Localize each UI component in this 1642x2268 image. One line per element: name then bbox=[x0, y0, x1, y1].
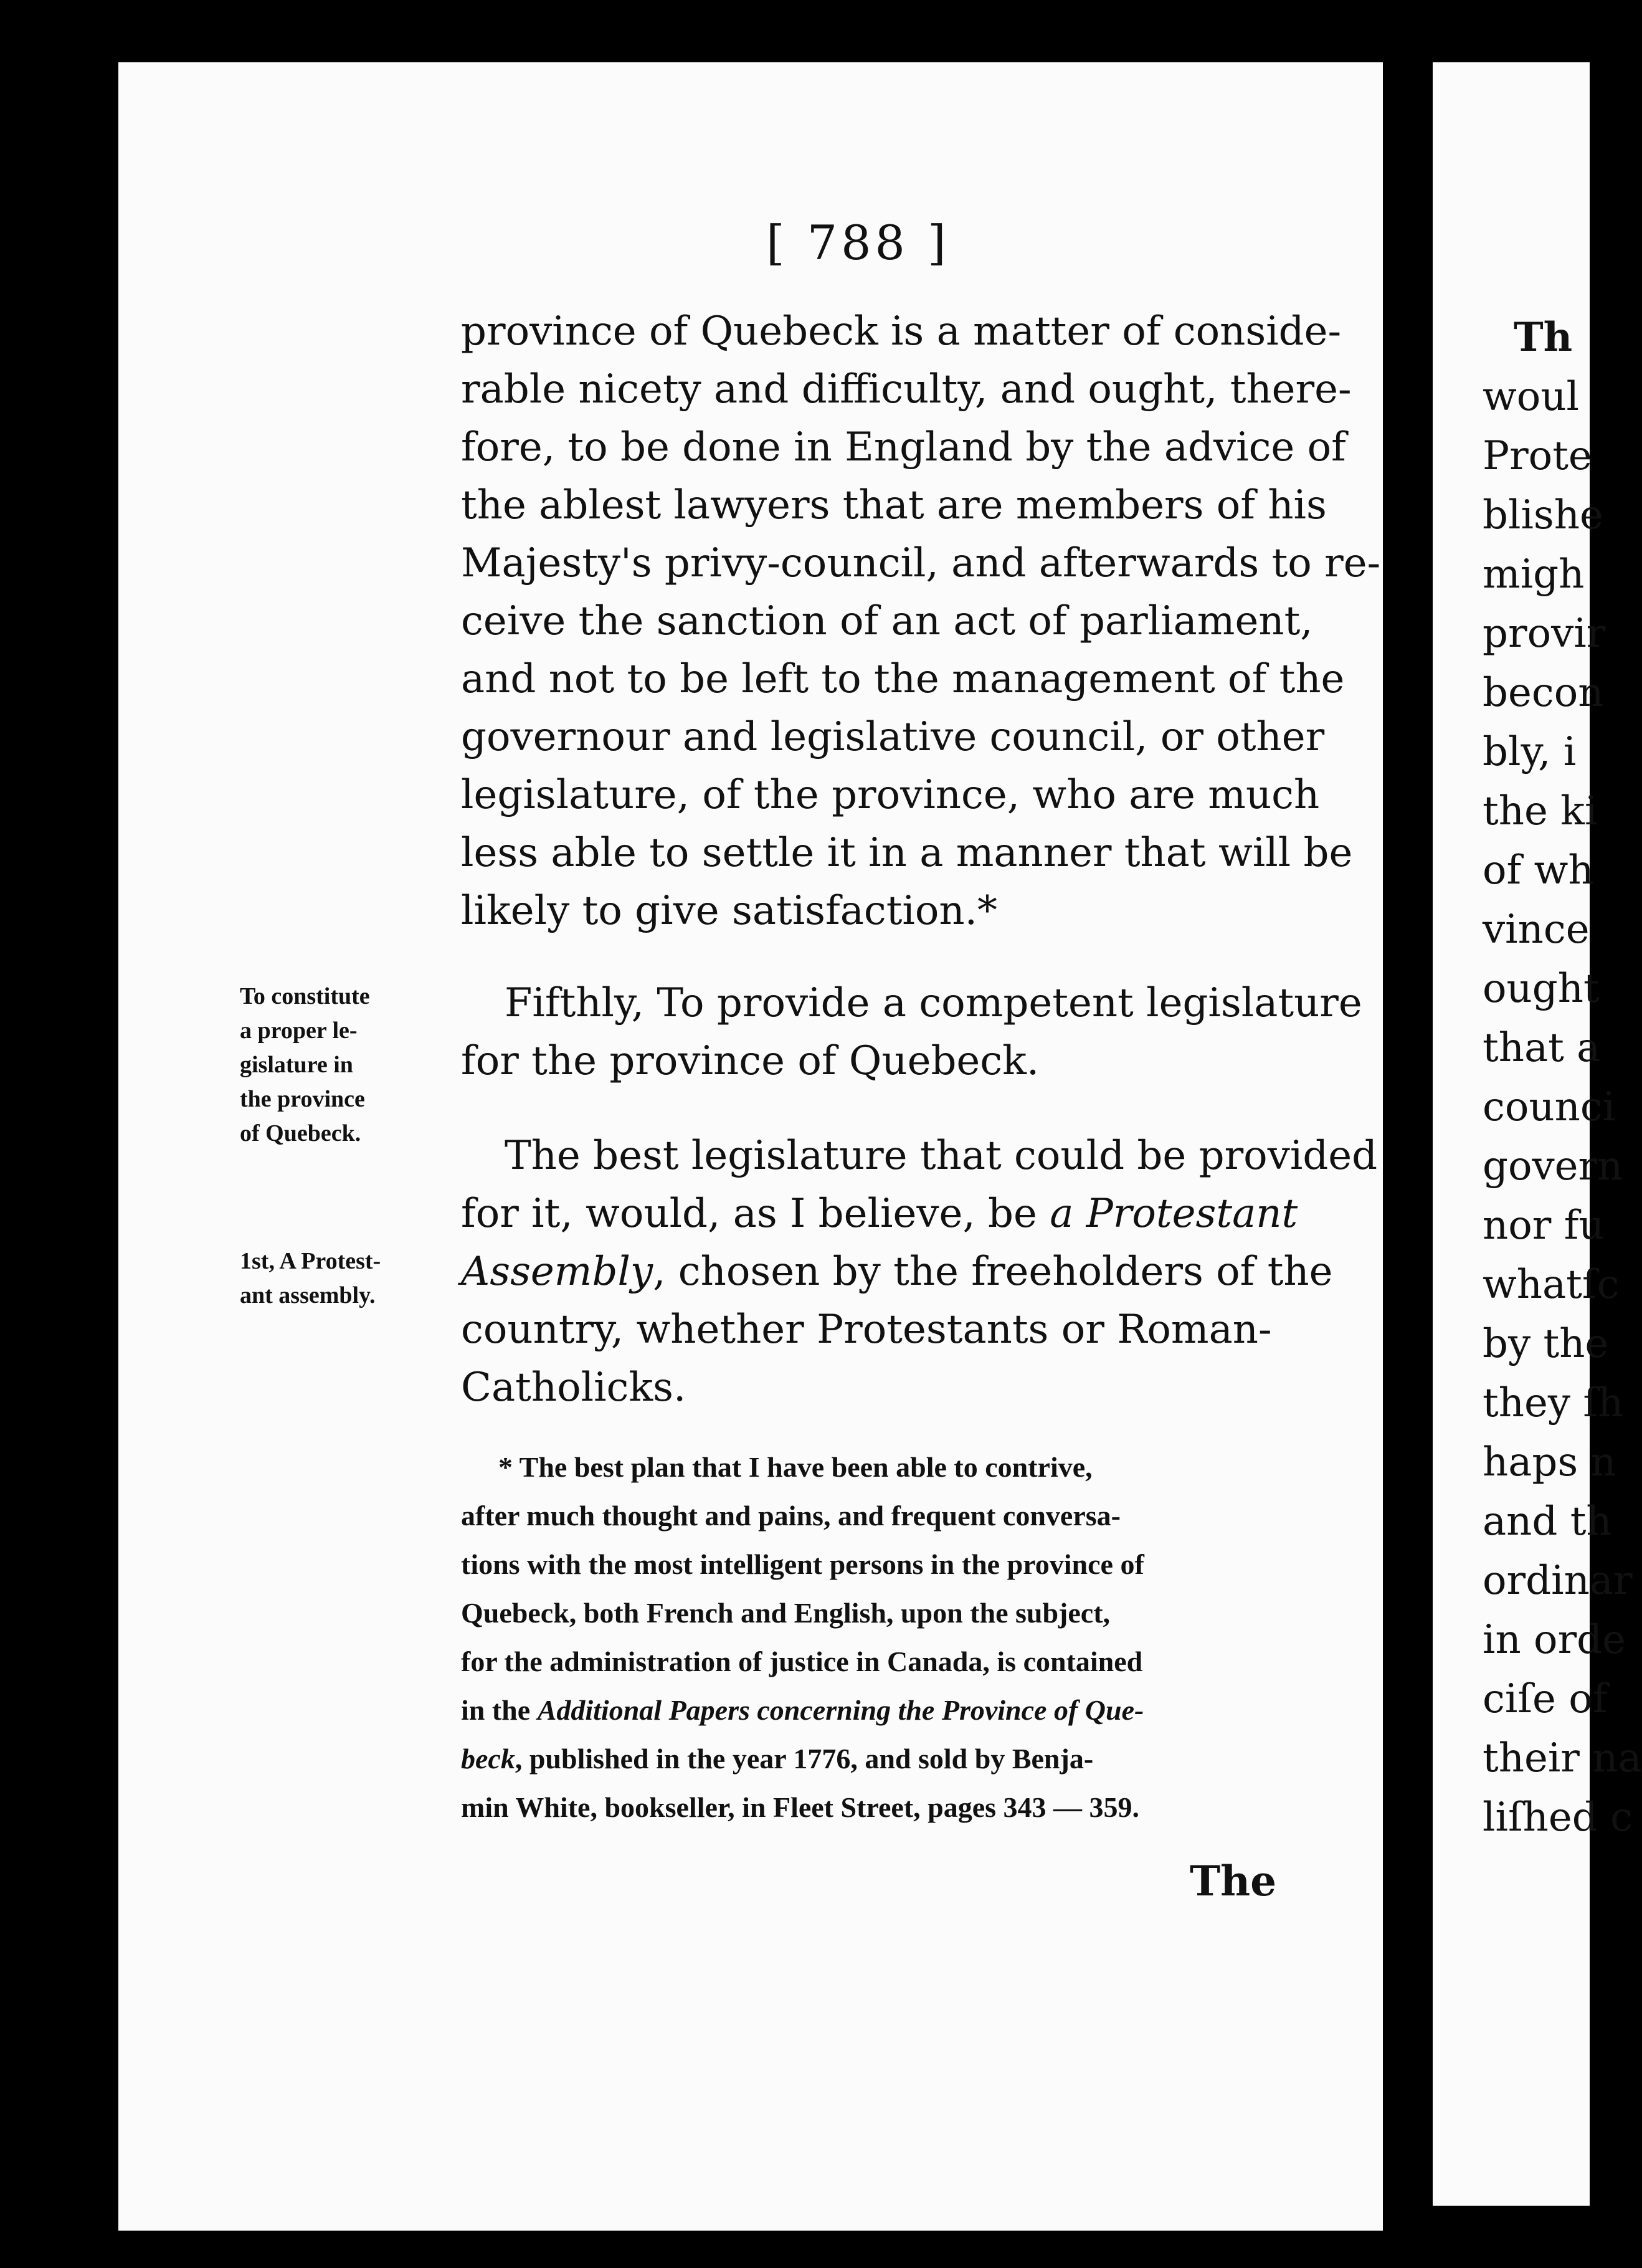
footnote-line: Quebeck, both French and English, upon the subject, bbox=[461, 1597, 1111, 1629]
body-text-line: province of Quebeck is a matter of conside- bbox=[461, 308, 1342, 355]
body-text-line: governour and legislative council, or other bbox=[461, 714, 1325, 760]
paragraph-text: , chosen by the freeholders of the bbox=[653, 1249, 1333, 1295]
fragment-line: liſhed c bbox=[1483, 1794, 1633, 1841]
italic-title: Additional Papers concerning the Province of Que- bbox=[537, 1694, 1144, 1726]
fragment-line: vince bbox=[1483, 907, 1590, 953]
fragment-line: Th bbox=[1514, 314, 1573, 361]
footnote-text: in the bbox=[461, 1694, 538, 1726]
margin-note-line: 1st, A Protest- bbox=[240, 1248, 381, 1274]
fragment-line: ordinar bbox=[1483, 1558, 1633, 1604]
body-text-line: less able to settle it in a manner that will be bbox=[461, 830, 1353, 876]
fragment-line: haps n bbox=[1483, 1439, 1616, 1485]
fragment-line: whatſc bbox=[1483, 1262, 1620, 1308]
section-heading-line: Fifthly, To provide a competent legislature bbox=[505, 980, 1362, 1026]
fragment-line: migh bbox=[1483, 551, 1585, 598]
paragraph-line: The best legislature that could be provided bbox=[505, 1133, 1378, 1179]
fragment-line: the ki bbox=[1483, 788, 1598, 834]
fragment-line: becon bbox=[1483, 670, 1604, 716]
catchword: The bbox=[1190, 1857, 1277, 1905]
italic-phrase: a Protestant bbox=[1050, 1191, 1298, 1237]
fragment-line: provir bbox=[1483, 611, 1606, 657]
fragment-line: of wh bbox=[1483, 847, 1594, 893]
footnote-line: for the administration of justice in Canada, is contained bbox=[461, 1646, 1143, 1677]
fragment-line: Prote bbox=[1483, 433, 1592, 479]
fragment-line: and th bbox=[1483, 1498, 1612, 1545]
section-heading-line: for the province of Quebeck. bbox=[461, 1038, 1040, 1084]
fragment-line: by the bbox=[1483, 1321, 1609, 1367]
fragment-line: their na bbox=[1483, 1735, 1642, 1781]
footnote-line: min White, bookseller, in Fleet Street, pages 343 — 359. bbox=[461, 1791, 1140, 1823]
margin-note-line: a proper le- bbox=[240, 1017, 358, 1044]
fragment-line: bly, i bbox=[1483, 729, 1577, 775]
footnote-line bbox=[461, 1745, 1093, 1773]
body-text-line: fore, to be done in England by the advice of bbox=[461, 424, 1346, 470]
body-text-line: likely to give satisfaction.* bbox=[461, 888, 997, 934]
fragment-line: govern bbox=[1483, 1143, 1623, 1189]
italic-phrase: Assembly bbox=[461, 1249, 653, 1295]
footnote-line: * The best plan that I have been able to contrive, bbox=[498, 1451, 1093, 1483]
fragment-line: they ſh bbox=[1483, 1380, 1624, 1426]
margin-note-line: gislature in bbox=[240, 1052, 353, 1078]
fragment-line: nor fu bbox=[1483, 1203, 1605, 1249]
paragraph-line bbox=[461, 1191, 1298, 1237]
footnote-text: , published in the year 1776, and sold by Benja- bbox=[515, 1743, 1094, 1775]
margin-note-line: ant assembly. bbox=[240, 1282, 376, 1308]
margin-note-line: the province bbox=[240, 1086, 365, 1112]
paragraph-line: country, whether Protestants or Roman- bbox=[461, 1307, 1272, 1353]
fragment-line: in orde bbox=[1483, 1617, 1626, 1663]
paragraph-line: Catholicks. bbox=[461, 1365, 686, 1411]
italic-title: beck bbox=[461, 1743, 515, 1775]
adjacent-page-fragment bbox=[1433, 62, 1642, 2206]
fragment-line: woul bbox=[1483, 374, 1579, 420]
fragment-line: ciſe of bbox=[1483, 1676, 1608, 1722]
page-number-header: [ 788 ] bbox=[766, 215, 950, 270]
body-text-line: the ablest lawyers that are members of his bbox=[461, 482, 1327, 528]
paragraph-line bbox=[461, 1249, 1333, 1295]
paragraph-text: for it, would, as I believe, be bbox=[461, 1191, 1050, 1237]
fragment-line: blishe bbox=[1483, 492, 1603, 538]
footnote-line: tions with the most intelligent persons in the province of bbox=[461, 1548, 1144, 1580]
body-text-line: legislature, of the province, who are much bbox=[461, 772, 1320, 818]
margin-note-line: To constitute bbox=[240, 983, 370, 1009]
body-text-line: rable nicety and difficulty, and ought, there- bbox=[461, 366, 1352, 412]
body-text-line: ceive the sanction of an act of parliament, bbox=[461, 598, 1313, 644]
footnote-line: after much thought and pains, and frequent conversa- bbox=[461, 1500, 1121, 1532]
fragment-line: ought bbox=[1483, 966, 1600, 1012]
body-text-line: Majesty's privy-council, and afterwards to re- bbox=[461, 540, 1381, 586]
fragment-line: counci bbox=[1483, 1084, 1616, 1130]
footnote-line bbox=[461, 1696, 1144, 1725]
body-text-line: and not to be left to the management of the bbox=[461, 656, 1345, 702]
fragment-line: that a bbox=[1483, 1025, 1601, 1071]
margin-note-line: of Quebeck. bbox=[240, 1120, 361, 1146]
